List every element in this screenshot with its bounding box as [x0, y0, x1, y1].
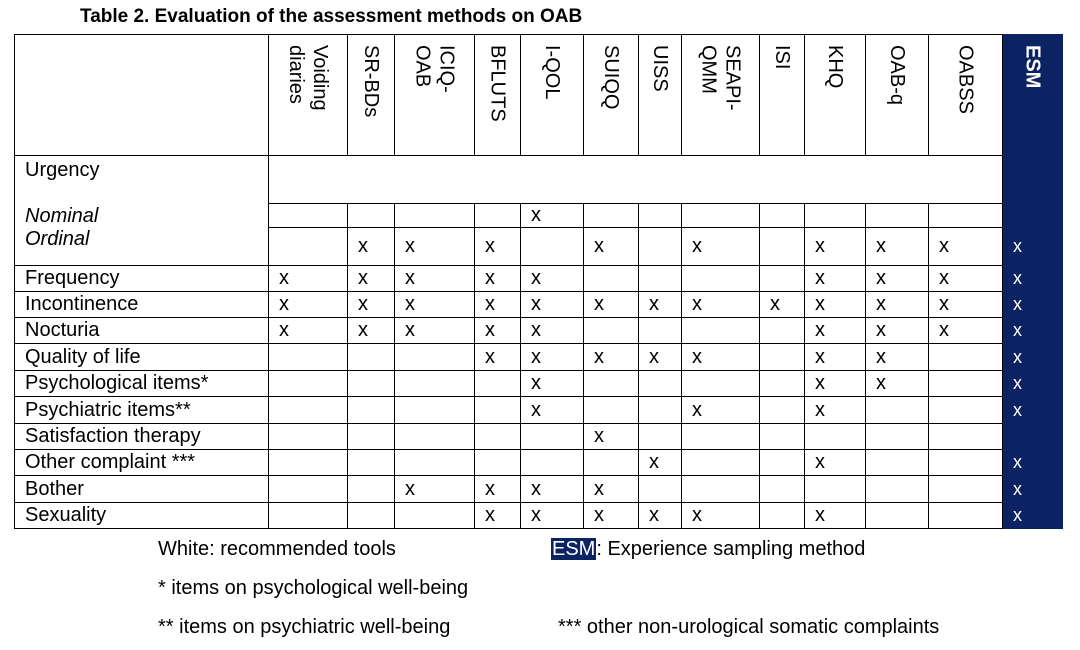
mark-x: x [594, 477, 604, 500]
table-cell [866, 318, 929, 344]
table-cell [348, 450, 395, 476]
table-cell [929, 266, 1003, 292]
table-cell [866, 266, 929, 292]
table-cell [269, 424, 348, 450]
table-row [15, 292, 1063, 318]
table-cell [348, 344, 395, 371]
mark-x: x [485, 319, 495, 341]
column-header [475, 35, 521, 156]
column-header [866, 35, 929, 156]
column-header-suiqq: SUIQQ [600, 45, 622, 110]
table-row [15, 371, 1063, 397]
row-label-incontinence: Incontinence [15, 292, 269, 318]
table-cell [395, 204, 475, 228]
table-cell [866, 424, 929, 450]
table-cell [269, 476, 348, 503]
table-cell [639, 318, 682, 344]
table-cell [475, 318, 521, 344]
table-cell [682, 450, 760, 476]
table-cell [805, 318, 866, 344]
column-header-seapi-qmm: SEAPI- QMM [697, 45, 744, 111]
mark-x: x [876, 235, 886, 257]
mark-x: x [815, 504, 825, 526]
table-cell [395, 292, 475, 318]
table-row [15, 228, 1063, 266]
esm-cell [1003, 156, 1063, 204]
mark-x: x [649, 293, 659, 315]
column-header-bfluts: BFLUTS [486, 45, 509, 122]
mark-x: x [876, 372, 886, 394]
table-cell [866, 228, 929, 266]
mark-x: x [358, 319, 368, 341]
legend-esm-text: : Experience sampling method [596, 538, 866, 560]
table-cell [760, 228, 805, 266]
mark-x: x [1013, 294, 1022, 314]
mark-x: x [531, 204, 541, 226]
column-header-i-qol: I-QOL [541, 45, 563, 100]
table-cell [929, 450, 1003, 476]
table-cell [760, 424, 805, 450]
table-cell [584, 228, 639, 266]
table-cell [584, 266, 639, 292]
table-cell [682, 424, 760, 450]
column-header-sr-bds: SR-BDs [360, 45, 382, 118]
legend-note-psychological: * items on psychological well-being [158, 577, 469, 599]
table-cell [521, 204, 584, 228]
table-row [15, 204, 1063, 228]
table-cell [395, 344, 475, 371]
table-cell [866, 397, 929, 424]
table-cell [269, 503, 348, 529]
table-cell [521, 344, 584, 371]
mark-x: x [594, 504, 604, 526]
table-cell [1003, 476, 1063, 503]
table-cell [805, 228, 866, 266]
table-cell [1003, 204, 1063, 228]
header-row [15, 35, 1063, 156]
table-cell [475, 204, 521, 228]
table-cell [269, 397, 348, 424]
mark-x: x [1013, 478, 1022, 499]
table-cell [395, 266, 475, 292]
table-cell [1003, 344, 1063, 371]
table-row [15, 476, 1063, 503]
mark-x: x [770, 293, 780, 315]
table-cell [639, 371, 682, 397]
table-cell [521, 318, 584, 344]
table-cell [929, 344, 1003, 371]
table-cell [805, 371, 866, 397]
table-cell [682, 344, 760, 371]
table-cell [929, 397, 1003, 424]
table-cell [521, 424, 584, 450]
table-cell [475, 450, 521, 476]
mark-x: x [692, 235, 702, 257]
table-cell [866, 476, 929, 503]
table-cell [760, 450, 805, 476]
table-cell [682, 397, 760, 424]
table-cell [269, 318, 348, 344]
mark-x: x [815, 345, 825, 368]
table-cell [1003, 371, 1063, 397]
mark-x: x [405, 293, 415, 315]
mark-x: x [876, 319, 886, 341]
table-cell [805, 397, 866, 424]
table-cell [805, 503, 866, 529]
table-cell [682, 318, 760, 344]
table-cell [639, 344, 682, 371]
table-cell [1003, 228, 1063, 266]
table-cell [1003, 397, 1063, 424]
mark-x: x [1013, 268, 1022, 288]
mark-x: x [531, 398, 541, 421]
mark-x: x [692, 293, 702, 315]
table-cell [760, 476, 805, 503]
mark-x: x [485, 293, 495, 315]
table-cell [521, 266, 584, 292]
row-label-quality-of-life: Quality of life [15, 344, 269, 371]
table-cell [760, 344, 805, 371]
mark-x: x [939, 293, 949, 315]
urgency-row [15, 156, 1063, 204]
table-cell [1003, 424, 1063, 450]
mark-x: x [692, 504, 702, 526]
mark-x: x [358, 293, 368, 315]
table-cell [348, 476, 395, 503]
table-cell [1003, 450, 1063, 476]
mark-x: x [815, 267, 825, 289]
table-cell [805, 424, 866, 450]
table-cell [866, 204, 929, 228]
table-cell [475, 371, 521, 397]
table-cell [475, 292, 521, 318]
table-cell [395, 371, 475, 397]
row-label-psychiatric-items: Psychiatric items** [15, 397, 269, 424]
mark-x: x [815, 319, 825, 341]
table-cell [639, 503, 682, 529]
row-label-bother: Bother [15, 476, 269, 503]
table-cell [584, 371, 639, 397]
column-header [639, 35, 682, 156]
table-cell [475, 228, 521, 266]
table-cell [584, 344, 639, 371]
table-cell [866, 503, 929, 529]
mark-x: x [594, 345, 604, 368]
column-header-uiss: UISS [649, 45, 671, 92]
table-row [15, 450, 1063, 476]
table-cell [805, 204, 866, 228]
table-cell [475, 344, 521, 371]
table-cell [760, 292, 805, 318]
mark-x: x [1013, 373, 1022, 393]
table-cell [866, 371, 929, 397]
table-cell [269, 204, 348, 228]
table-cell [639, 292, 682, 318]
table-cell [584, 450, 639, 476]
table-cell [682, 266, 760, 292]
table-cell [682, 204, 760, 228]
table-cell [395, 450, 475, 476]
table-cell [348, 266, 395, 292]
table-cell [521, 397, 584, 424]
legend-esm [551, 538, 865, 561]
column-header-oabss: OABSS [954, 45, 977, 114]
mark-x: x [939, 235, 949, 257]
mark-x: x [279, 293, 289, 315]
row-label-psychological-items: Psychological items* [15, 371, 269, 397]
table-cell [269, 228, 348, 266]
mark-x: x [405, 319, 415, 341]
table-cell [348, 292, 395, 318]
table-cell [760, 266, 805, 292]
table-cell [866, 450, 929, 476]
column-header [395, 35, 475, 156]
table-cell [929, 476, 1003, 503]
mark-x: x [1013, 505, 1022, 525]
row-label-nominal: Nominal [15, 204, 269, 228]
column-header-khq: KHQ [824, 45, 846, 89]
table-cell [682, 292, 760, 318]
table-row [15, 344, 1063, 371]
table-cell [1003, 292, 1063, 318]
table-cell [348, 318, 395, 344]
table-cell [682, 476, 760, 503]
mark-x: x [531, 267, 541, 289]
table-cell [395, 424, 475, 450]
column-header [348, 35, 395, 156]
legend-note-other: *** other non-urological somatic complaints [558, 616, 940, 638]
mark-x: x [1013, 452, 1022, 472]
mark-x: x [358, 267, 368, 289]
column-header-voiding-diaries: Voiding diaries [285, 45, 331, 111]
row-label-nocturia: Nocturia [15, 318, 269, 344]
table-row [15, 266, 1063, 292]
mark-x: x [876, 293, 886, 315]
table-cell [395, 318, 475, 344]
mark-x: x [815, 372, 825, 394]
table-cell [395, 397, 475, 424]
table-cell [269, 371, 348, 397]
table-cell [929, 318, 1003, 344]
table-cell [760, 397, 805, 424]
table-cell [866, 344, 929, 371]
table-cell [584, 204, 639, 228]
mark-x: x [815, 451, 825, 473]
legend-note-psychiatric: ** items on psychiatric well-being [158, 616, 451, 638]
header-corner [15, 35, 269, 156]
table-cell [269, 292, 348, 318]
table-cell [866, 292, 929, 318]
mark-x: x [485, 345, 495, 368]
legend-white: White: recommended tools [158, 538, 396, 560]
mark-x: x [485, 477, 495, 500]
table-cell [584, 292, 639, 318]
column-header [682, 35, 760, 156]
table-cell [760, 318, 805, 344]
mark-x: x [485, 267, 495, 289]
mark-x: x [279, 319, 289, 341]
table-cell [475, 266, 521, 292]
mark-x: x [358, 235, 368, 257]
table-cell [639, 228, 682, 266]
column-header-oab-q: OAB-q [886, 45, 908, 106]
table-cell [395, 476, 475, 503]
table-row [15, 503, 1063, 529]
table-cell [269, 450, 348, 476]
table-cell [348, 503, 395, 529]
table-cell [348, 371, 395, 397]
mark-x: x [594, 235, 604, 257]
mark-x: x [485, 504, 495, 526]
table-cell [929, 292, 1003, 318]
column-header [269, 35, 348, 156]
assessment-table [14, 34, 1063, 529]
column-header-esm: ESM [1021, 45, 1044, 89]
column-header [805, 35, 866, 156]
table-cell [682, 371, 760, 397]
mark-x: x [876, 267, 886, 289]
mark-x: x [594, 293, 604, 315]
table-cell [639, 397, 682, 424]
table-cell [269, 344, 348, 371]
table-cell [395, 228, 475, 266]
mark-x: x [876, 345, 886, 368]
table-cell [929, 371, 1003, 397]
mark-x: x [1013, 399, 1022, 420]
mark-x: x [815, 398, 825, 421]
mark-x: x [649, 451, 659, 473]
table-cell [1003, 503, 1063, 529]
mark-x: x [279, 267, 289, 289]
row-label-other-complaint: Other complaint *** [15, 450, 269, 476]
column-header-isi: ISI [771, 45, 793, 70]
mark-x: x [815, 235, 825, 257]
table-cell [682, 503, 760, 529]
urgency-label: Urgency [15, 156, 269, 204]
table-cell [348, 228, 395, 266]
table-cell [805, 476, 866, 503]
table-cell [929, 503, 1003, 529]
column-header [521, 35, 584, 156]
mark-x: x [939, 267, 949, 289]
mark-x: x [939, 319, 949, 341]
mark-x: x [531, 372, 541, 394]
table-title: Table 2. Evaluation of the assessment methods on OAB [80, 6, 583, 27]
table-cell [521, 450, 584, 476]
table-cell [639, 204, 682, 228]
row-label-satisfaction-therapy: Satisfaction therapy [15, 424, 269, 450]
column-header [929, 35, 1003, 156]
column-header [584, 35, 639, 156]
table-cell [1003, 318, 1063, 344]
table-cell [521, 476, 584, 503]
mark-x: x [1013, 346, 1022, 367]
table-cell [639, 450, 682, 476]
table-cell [475, 397, 521, 424]
table-cell [760, 371, 805, 397]
mark-x: x [649, 345, 659, 368]
table-cell [805, 450, 866, 476]
table-cell [760, 503, 805, 529]
table-cell [760, 204, 805, 228]
column-header [760, 35, 805, 156]
mark-x: x [531, 345, 541, 368]
mark-x: x [692, 398, 702, 421]
row-label-frequency: Frequency [15, 266, 269, 292]
mark-x: x [531, 319, 541, 341]
legend-esm-abbr: ESM [552, 538, 596, 560]
mark-x: x [815, 293, 825, 315]
table-cell [584, 503, 639, 529]
column-header-iciq-oab: ICIQ- OAB [411, 45, 458, 93]
table-cell [1003, 266, 1063, 292]
table-cell [475, 424, 521, 450]
table-cell [348, 204, 395, 228]
column-header [1003, 35, 1063, 156]
table-cell [639, 424, 682, 450]
table-cell [348, 424, 395, 450]
table-cell [805, 344, 866, 371]
table-cell [805, 292, 866, 318]
table-cell [929, 204, 1003, 228]
mark-x: x [531, 477, 541, 500]
table-cell [521, 228, 584, 266]
table-cell [929, 228, 1003, 266]
table-cell [269, 266, 348, 292]
mark-x: x [692, 345, 702, 368]
mark-x: x [405, 267, 415, 289]
table-cell [639, 266, 682, 292]
urgency-empty-cell [269, 156, 1003, 204]
mark-x: x [594, 425, 604, 447]
mark-x: x [1013, 320, 1022, 340]
mark-x: x [405, 235, 415, 257]
mark-x: x [485, 235, 495, 257]
mark-x: x [649, 504, 659, 526]
table-cell [521, 292, 584, 318]
table-row [15, 318, 1063, 344]
table-cell [929, 424, 1003, 450]
mark-x: x [1013, 236, 1022, 256]
table-cell [348, 397, 395, 424]
table-cell [584, 397, 639, 424]
table-cell [584, 424, 639, 450]
table-cell [682, 228, 760, 266]
table-cell [521, 503, 584, 529]
table-cell [475, 503, 521, 529]
table-cell [475, 476, 521, 503]
table-cell [805, 266, 866, 292]
table-cell [395, 503, 475, 529]
table-cell [639, 476, 682, 503]
mark-x: x [531, 293, 541, 315]
table-row [15, 424, 1063, 450]
table-cell [584, 476, 639, 503]
mark-x: x [405, 477, 415, 500]
table-cell [521, 371, 584, 397]
table-cell [584, 318, 639, 344]
table-row [15, 397, 1063, 424]
row-label-sexuality: Sexuality [15, 503, 269, 529]
row-label-ordinal: Ordinal [15, 228, 269, 266]
mark-x: x [531, 504, 541, 526]
